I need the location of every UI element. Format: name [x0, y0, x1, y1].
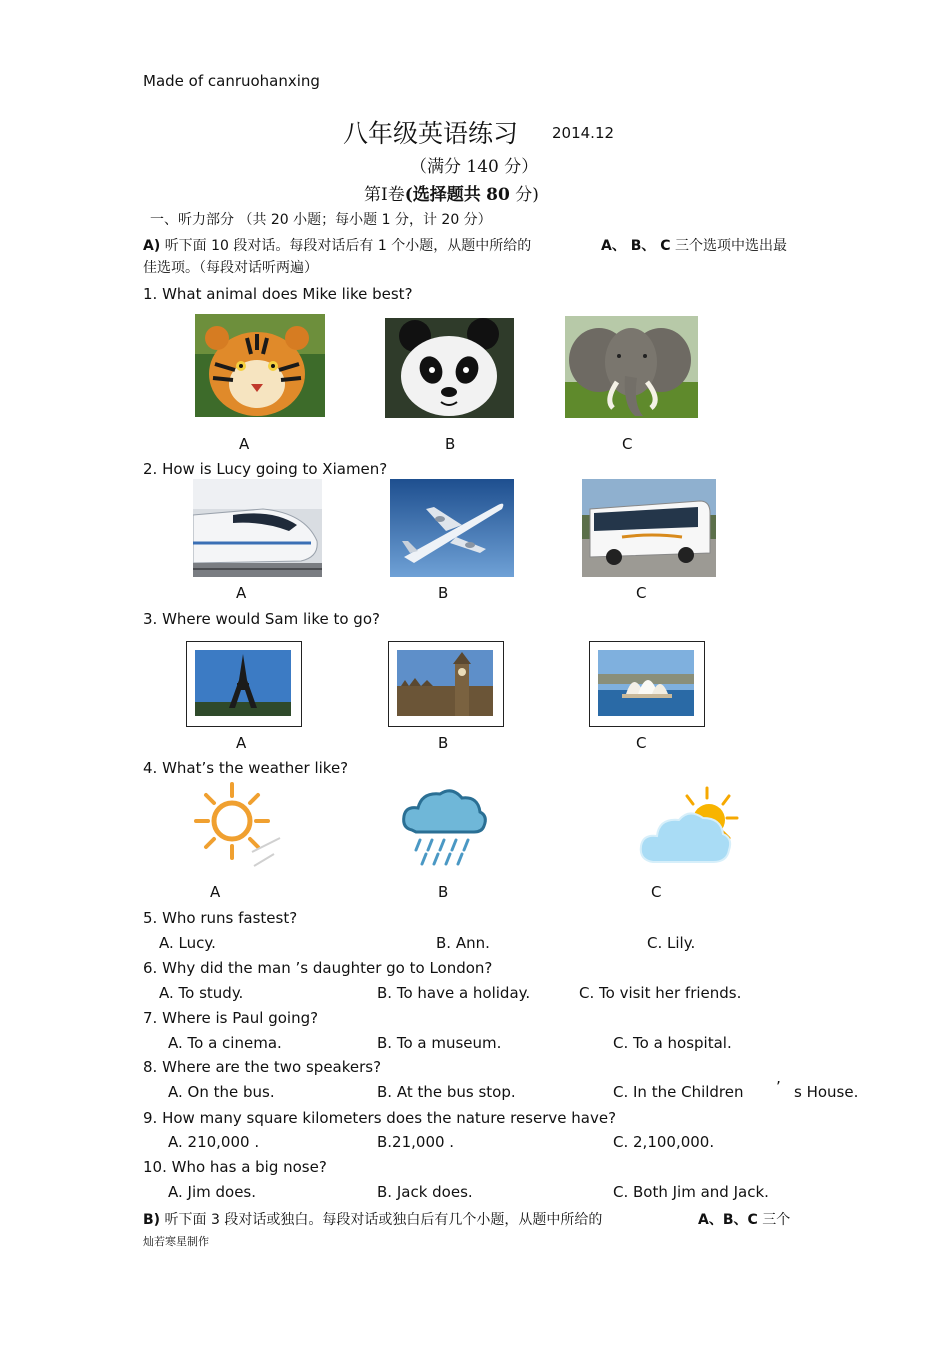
part-a-line1 — [143, 235, 531, 255]
q10-option-c: C. Both Jim and Jack. — [613, 1183, 769, 1201]
cloudy-icon — [637, 784, 741, 870]
q1-label-c: C — [622, 435, 633, 453]
q10-option-b: B. Jack does. — [377, 1183, 473, 1201]
page-title: 八年级英语练习 — [343, 119, 519, 148]
q7-option-b: B. To a museum. — [377, 1034, 502, 1052]
q8-option-a: A. On the bus. — [168, 1083, 275, 1101]
question-7: 7. Where is Paul going? — [143, 1009, 319, 1027]
q8-option-b: B. At the bus stop. — [377, 1083, 516, 1101]
big-ben-photo — [388, 641, 504, 727]
q5-option-b: B. Ann. — [436, 934, 490, 952]
q1-label-a: A — [239, 435, 250, 453]
part-a-choices: A、 B、 C — [601, 238, 671, 254]
q7-option-a: A. To a cinema. — [168, 1034, 282, 1052]
sunny-icon — [192, 780, 284, 872]
q4-label-c: C — [651, 883, 662, 901]
volume-label: 第Ⅰ卷 — [364, 185, 405, 205]
question-9: 9. How many square kilometers does the nature reserve have? — [143, 1109, 617, 1127]
question-1: 1. What animal does Mike like best? — [143, 285, 413, 303]
part-b-marker: B) — [143, 1212, 161, 1228]
panda-photo — [385, 318, 514, 418]
volume-desc-post: 分) — [515, 185, 539, 205]
q2-label-a: A — [236, 584, 247, 602]
full-score: （满分 140 分） — [410, 157, 539, 177]
train-photo — [193, 479, 322, 577]
volume-desc-pre: (选择题共 — [404, 185, 481, 205]
question-10: 10. Who has a big nose? — [143, 1158, 327, 1176]
part-a-line2: 佳选项。（每段对话听两遍） — [143, 260, 318, 276]
question-2: 2. How is Lucy going to Xiamen? — [143, 460, 388, 478]
tiger-photo — [195, 314, 325, 417]
q10-option-a: A. Jim does. — [168, 1183, 257, 1201]
sydney-opera-house-photo — [589, 641, 705, 727]
part-a-line1-end: 三个选项中选出最 — [674, 238, 787, 254]
q8-option-c: C. In the Children — [613, 1083, 744, 1101]
q9-option-a: A. 210,000 . — [168, 1133, 260, 1151]
part-b-line1-end: 三个 — [762, 1212, 791, 1228]
q6-option-a: A. To study. — [159, 984, 244, 1002]
header-note: Made of canruohanxing — [143, 72, 320, 90]
part-b-line1 — [143, 1209, 602, 1229]
question-8: 8. Where are the two speakers? — [143, 1058, 382, 1076]
question-5: 5. Who runs fastest? — [143, 909, 298, 927]
question-4: 4. What’s the weather like? — [143, 759, 349, 777]
rainy-icon — [398, 784, 490, 872]
q1-label-b: B — [445, 435, 456, 453]
q6-option-c: C. To visit her friends. — [579, 984, 742, 1002]
volume-score: 80 — [486, 185, 510, 205]
q9-option-c: C. 2,100,000. — [613, 1133, 715, 1151]
airplane-photo — [390, 479, 514, 577]
q4-label-b: B — [438, 883, 449, 901]
q4-label-a: A — [210, 883, 221, 901]
q5-option-c: C. Lily. — [647, 934, 696, 952]
footer-note: 灿若寒星制作 — [143, 1235, 209, 1248]
q7-option-c: C. To a hospital. — [613, 1034, 732, 1052]
part-b-instruction: 听下面 3 段对话或独白。每段对话或独白后有几个小题，从题中所给的 — [164, 1212, 603, 1228]
q3-label-c: C — [636, 734, 647, 752]
q8-option-c-end: s House. — [794, 1083, 859, 1101]
q2-label-c: C — [636, 584, 647, 602]
part-b-choices: A、B、C — [698, 1212, 758, 1228]
elephant-photo — [565, 316, 698, 418]
q2-label-b: B — [438, 584, 449, 602]
q9-option-b: B.21,000 . — [377, 1133, 455, 1151]
q8-option-c-apostrophe: ’ — [776, 1078, 781, 1096]
bus-photo — [582, 479, 716, 577]
part-b-choices-line — [698, 1209, 790, 1229]
part-a-instruction: 听下面 10 段对话。每段对话后有 1 个小题，从题中所给的 — [164, 238, 532, 254]
exam-date: 2014.12 — [552, 124, 615, 142]
q6-option-b: B. To have a holiday. — [377, 984, 531, 1002]
q3-label-b: B — [438, 734, 449, 752]
part-a-choices-line — [601, 235, 787, 255]
eiffel-tower-photo — [186, 641, 302, 727]
q5-option-a: A. Lucy. — [159, 934, 216, 952]
volume-heading — [364, 180, 539, 205]
part-a-marker: A) — [143, 238, 161, 254]
q3-label-a: A — [236, 734, 247, 752]
listening-heading: 一、听力部分 （共 20 小题；每小题 1 分，计 20 分） — [150, 212, 492, 228]
question-6: 6. Why did the man ’s daughter go to London? — [143, 959, 493, 977]
question-3: 3. Where would Sam like to go? — [143, 610, 380, 628]
